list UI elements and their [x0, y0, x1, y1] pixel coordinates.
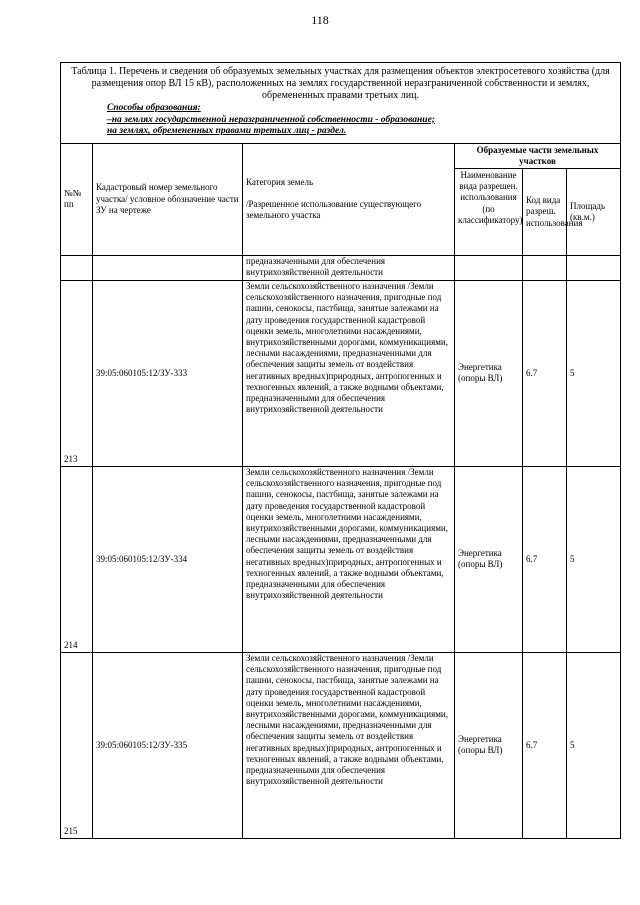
caption-row	[61, 63, 621, 144]
continuation-row	[61, 255, 621, 280]
land-plots-table	[60, 62, 621, 839]
row-category: Земли сельскохозяйственного назначения /Земли сельскохозяйственного назначения, пригодные под пашни, сенокосы, пастбища, занятые залежами на дату проведения государственной кадастровой оценки земель, многолетними насаждениями, внутрихозяйственными дорогами, коммуникациями, лесными насаждениями, предназначенными для обеспечения защиты земель от воздействия негативных вредных)природных, антропогенных и техногенных явлений, а также водными объектами, предназначенными для обеспечения внутрихозяйственной деятельности	[243, 466, 455, 652]
row-use-name: Энергетика (опоры ВЛ)	[455, 652, 523, 838]
table-row	[61, 466, 621, 652]
row-area: 5	[567, 652, 621, 838]
row-cadastral: 39:05:060105:12/ЗУ-334	[93, 466, 243, 652]
table-row	[61, 280, 621, 466]
row-num: 215	[61, 652, 93, 838]
header-use-name: Наименование вида разрешен. использования (по классификатору)	[455, 168, 523, 255]
row-area: 5	[567, 466, 621, 652]
header-group-title: Образуемые части земельных участков	[455, 143, 621, 168]
methods-heading: Способы образования:	[107, 103, 201, 113]
header-category	[243, 143, 455, 255]
continuation-category: предназначенными для обеспечения внутрихозяйственной деятельности	[243, 255, 455, 280]
header-category-line2: /Разрешенное использование существующего земельного участка	[246, 199, 422, 221]
row-use-name: Энергетика (опоры ВЛ)	[455, 466, 523, 652]
header-cadastral: Кадастровый номер земельного участка/ условное обозначение части ЗУ на чертеже	[93, 143, 243, 255]
header-category-line1: Категория земель	[246, 176, 314, 187]
row-category: Земли сельскохозяйственного назначения /Земли сельскохозяйственного назначения, пригодные под пашни, сенокосы, пастбища, занятые залежами на дату проведения государственной кадастровой оценки земель, многолетними насаждениями, внутрихозяйственными дорогами, коммуникациями, лесными насаждениями, предназначенными для обеспечения защиты земель от воздействия негативных вредных)природных, антропогенных и техногенных явлений, а также водными объектами, предназначенными для обеспечения внутрихозяйственной деятельности	[243, 652, 455, 838]
table-caption	[61, 63, 621, 144]
row-num: 213	[61, 280, 93, 466]
method-1: –на землях государственной неразграниченной собственности - образование;	[107, 114, 435, 125]
row-area: 5	[567, 280, 621, 466]
caption-title: Таблица 1. Перечень и сведения об образуемых земельных участках для размещения объектов электросетевого хозяйства (для размещения опор ВЛ 15 кВ), расположенных на землях государственной неразграниченной собственности и землях, обремененных правами третьих лиц.	[71, 66, 610, 101]
table-row	[61, 652, 621, 838]
method-2: на землях, обремененных правами третьих лиц - раздел.	[107, 126, 347, 136]
header-code: Код вида разреш. использования	[523, 168, 567, 255]
row-use-name: Энергетика (опоры ВЛ)	[455, 280, 523, 466]
methods-block	[107, 103, 614, 138]
row-code: 6.7	[523, 466, 567, 652]
header-row-1	[61, 143, 621, 168]
header-num: №№ пп	[61, 143, 93, 255]
row-code: 6.7	[523, 652, 567, 838]
header-area: Площадь (кв.м.)	[567, 168, 621, 255]
row-cadastral: 39:05:060105:12/ЗУ-333	[93, 280, 243, 466]
row-category: Земли сельскохозяйственного назначения /Земли сельскохозяйственного назначения, пригодные под пашни, сенокосы, пастбища, занятые залежами на дату проведения государственной кадастровой оценки земель, многолетними насаждениями, внутрихозяйственными дорогами, коммуникациями, лесными насаждениями, предназначенными для обеспечения защиты земель от воздействия негативных вредных)природных, антропогенных и техногенных явлений, а также водными объектами, предназначенными для обеспечения внутрихозяйственной деятельности	[243, 280, 455, 466]
row-code: 6.7	[523, 280, 567, 466]
page-number: 118	[311, 13, 329, 27]
row-num: 214	[61, 466, 93, 652]
row-cadastral: 39:05:060105:12/ЗУ-335	[93, 652, 243, 838]
